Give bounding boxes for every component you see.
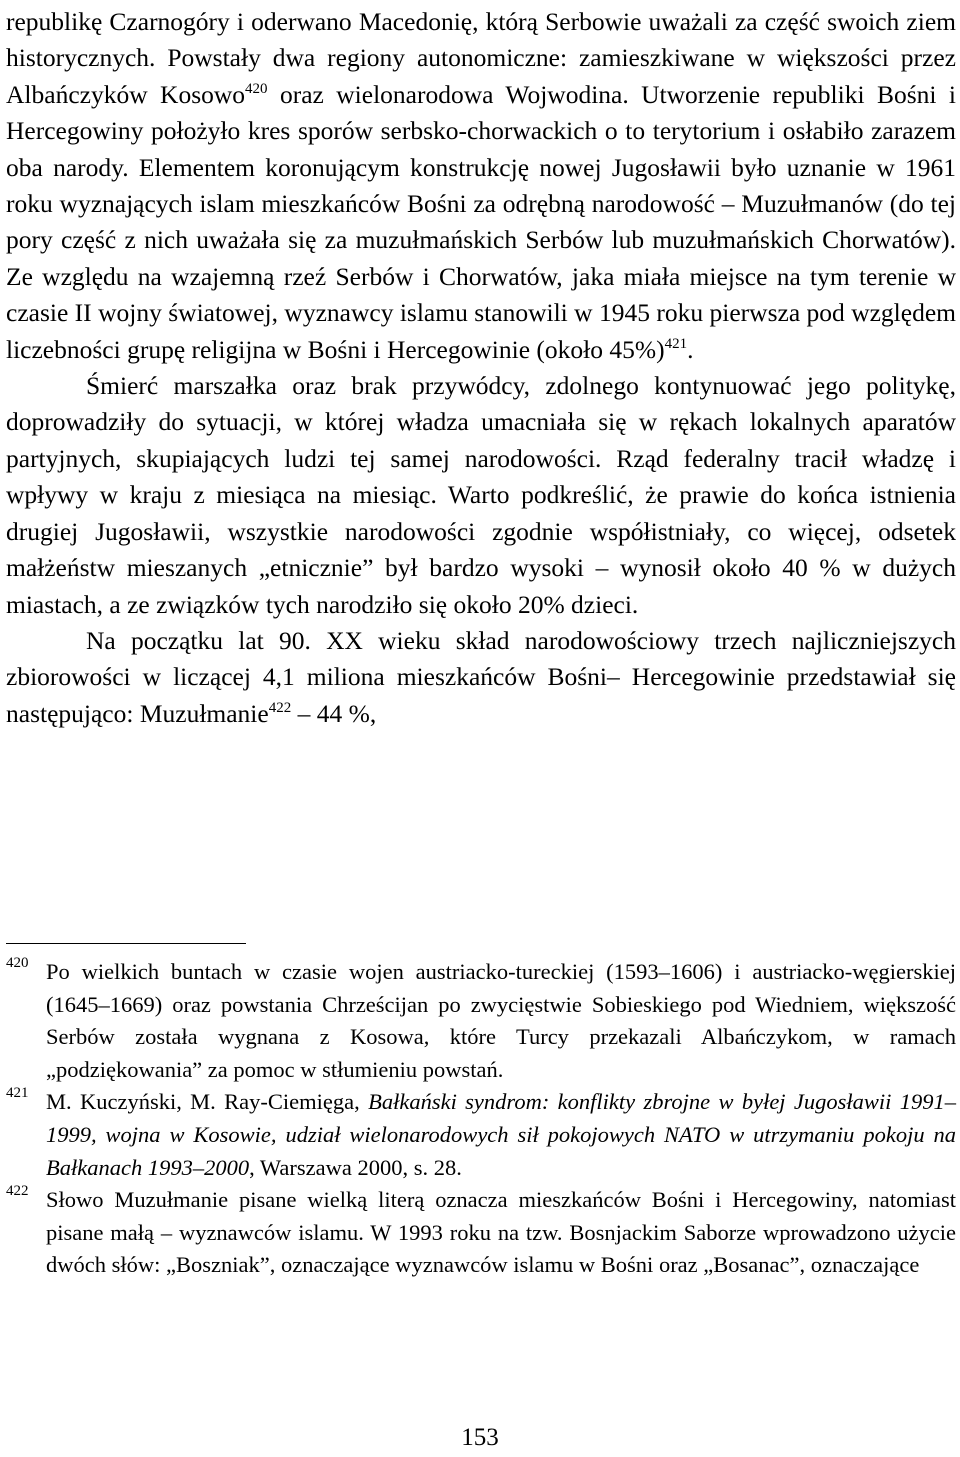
text-run: Śmierć marszałka oraz brak przywódcy, zdolnego kontynuować jego politykę, doprowadziły do sytuacji, w której władza umacniała się w rękach lokalnych aparatów partyjnych, skupiających ludzi tej samej narodowości. Rząd federalny tracił władzę i wpływy w kraju z miesiąca na miesiąc. Warto podkreślić, że prawie do końca istnienia drugiej Jugosławii, wszystkie narodowości zgodnie współistniały, co więcej, odsetek małżeństw mieszanych „etnicznie” był bardzo wysoki – wynosił około 40 % w dużych miastach, a ze związków tych narodziło się około 20% dzieci. bbox=[6, 371, 956, 619]
footnote-ref[interactable]: 421 bbox=[664, 335, 688, 352]
footnote bbox=[6, 956, 956, 1086]
footnotes bbox=[6, 956, 956, 1282]
footnote bbox=[6, 1184, 956, 1282]
page-number: 153 bbox=[461, 1424, 499, 1451]
footnote-ref[interactable]: 422 bbox=[268, 699, 292, 716]
text-run: oraz wielonarodowa Wojwodina. Utworzenie republiki Bośni i Hercegowiny położyło kres sporów serbsko-chorwackich o to terytorium i osłabiło zarazem oba narody. Elementem koronującym konstrukcję nowej Jugosławii było uznanie w 1961 roku wyznających islam mieszkańców Bośni za odrębną narodowość – Muzułmanów (do tej pory część z nich uważała się za muzułmańskich Serbów lub muzułmańskich Chorwatów). Ze względu na wzajemną rzeź Serbów i Chorwatów, jaka miała miejsce na tym terenie w czasie II wojny światowej, wyznawcy islamu stanowili w 1945 roku pierwsza pod względem liczebności grupę religijna w Bośni i Hercegowinie (około 45%) bbox=[6, 79, 957, 364]
main-text bbox=[6, 4, 956, 732]
footnote bbox=[6, 1086, 956, 1184]
footnote-title: Bałkański syndrom: konflikty zbrojne w byłej Jugosławii 1991–1999, wojna w Kosowie, udział wielonarodowych sił pokojowych NATO w utrzymaniu pokoju na Bałkanach 1993–2000 bbox=[46, 1089, 957, 1180]
paragraph bbox=[6, 368, 956, 623]
text-run: Na początku lat 90. XX wieku skład narodowościowy trzech najliczniejszych zbiorowości w liczącej 4,1 miliona mieszkańców Bośni– Hercegowinie przedstawiał się następująco: Muzułmanie bbox=[6, 625, 956, 728]
page-body bbox=[6, 4, 956, 732]
text-run: republikę Czarnogóry i oderwano Macedonię, którą Serbowie uważali za część swoich ziem historycznych. Powstały dwa regiony autonomiczne: zamieszkiwane w większości przez Albańczyków Kosowo bbox=[6, 7, 956, 109]
paragraph bbox=[6, 623, 956, 732]
footnote-text: M. Kuczyński, M. Ray-Ciemięga, bbox=[46, 1089, 369, 1115]
footnote-text: Słowo Muzułmanie pisane wielką literą oznacza mieszkańców Bośni i Hercegowiny, natomiast pisane małą – wyznawców islamu. W 1993 roku na tzw. Bosnjackim Saborze wprowadzono użycie dwóch słów: „Boszniak”, oznaczające wyznawców islamu w Bośni oraz „Bosanac”, oznaczające bbox=[46, 1187, 956, 1278]
footnote-number: 420 bbox=[6, 955, 29, 971]
text-run: – 44 %, bbox=[291, 698, 377, 728]
footnote-ref[interactable]: 420 bbox=[245, 80, 268, 97]
footnote-number: 422 bbox=[6, 1183, 29, 1200]
text-run: . bbox=[687, 334, 694, 364]
paragraph bbox=[6, 4, 956, 368]
footnote-text: , Warszawa 2000, s. 28. bbox=[249, 1154, 462, 1180]
footnote-number: 421 bbox=[6, 1085, 29, 1102]
footnote-text: Po wielkich buntach w czasie wojen austriacko-tureckiej (1593–1606) i austriacko-węgierskiej (1645–1669) oraz powstania Chrześcijan po zwycięstwie Sobieskiego pod Wiedniem, większość Serbów została wygnana z Kosowa, które Turcy przekazali Albańczykom, w ramach „podziękowania” za pomoc w stłumieniu powstań. bbox=[46, 959, 956, 1082]
footnote-separator bbox=[6, 943, 246, 944]
